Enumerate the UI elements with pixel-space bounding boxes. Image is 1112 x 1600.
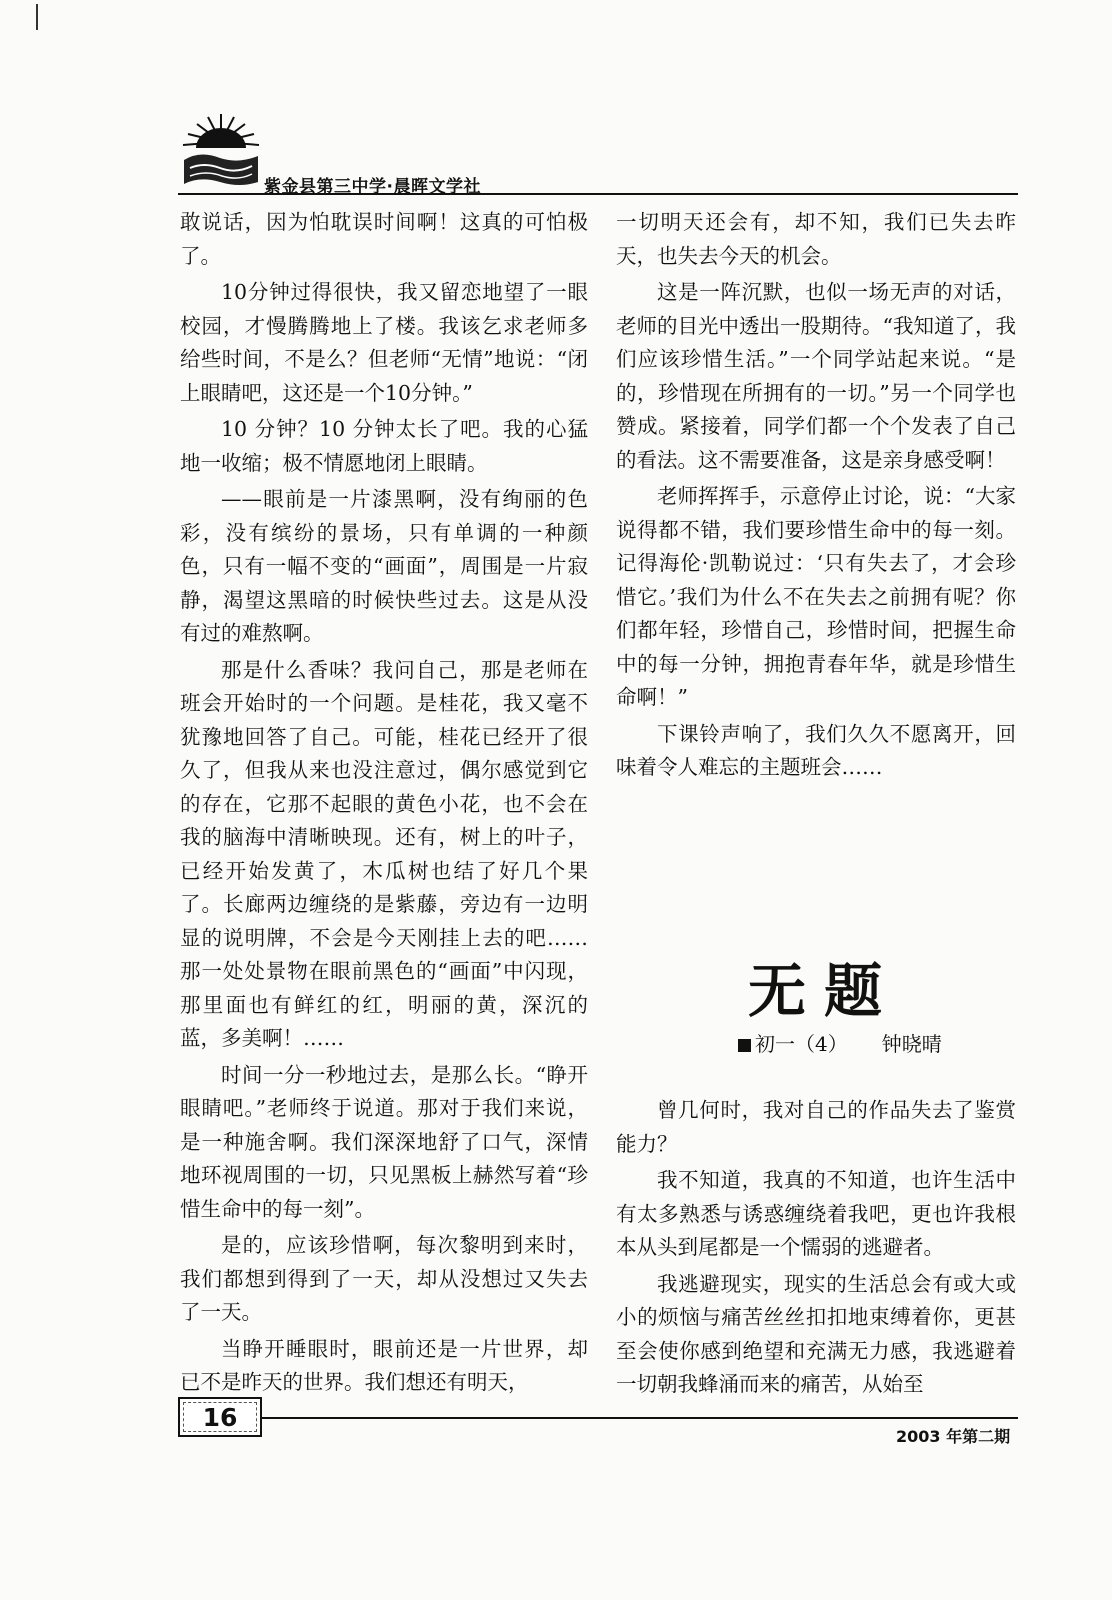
issue-label: 2003 年第二期	[896, 1427, 1011, 1446]
paragraph: 10分钟过得很快，我又留恋地望了一眼校园，才慢腾腾地上了楼。我该乞求老师多给些时间，不是么？但老师“无情”地说：“闭上眼睛吧，这还是一个10分钟。”	[180, 280, 588, 405]
paragraph: 老师挥挥手，示意停止讨论，说：“大家说得都不错，我们要珍惜生命中的每一刻。记得海伦·凯勒说过：‘只有失去了，才会珍惜它。’我们为什么不在失去之前拥有呢？你们都年轻，珍惜自己，珍惜时间，把握生命中的每一分钟，拥抱青春年华，就是珍惜生命啊！”	[616, 484, 1016, 709]
header-divider	[178, 193, 1018, 195]
page-number: 16	[178, 1397, 262, 1437]
paragraph: 敢说话，因为怕耽误时间啊！这真的可怕极了。	[180, 210, 588, 268]
paragraph: 一切明天还会有，却不知，我们已失去昨天，也失去今天的机会。	[616, 210, 1016, 268]
sunrise-logo	[180, 112, 262, 190]
scan-margin-mark	[36, 4, 38, 30]
paragraph: 时间一分一秒地过去，是那么长。“睁开眼睛吧。”老师终于说道。那对于我们来说，是一种施舍啊。我们深深地舒了口气，深情地环视周围的一切，只见黑板上赫然写着“珍惜生命中的每一刻”。	[180, 1062, 588, 1221]
footer-divider	[262, 1417, 1018, 1419]
paragraph: 曾几何时，我对自己的作品失去了鉴赏能力？	[616, 1098, 1016, 1156]
paragraph: 是的，应该珍惜啊，每次黎明到来时，我们都想到得到了一天，却从没想过又失去了一天。	[180, 1233, 588, 1324]
paragraph: 我不知道，我真的不知道，也许生活中有太多熟悉与诱惑缠绕着我吧，更也许我根本从头到尾都是一个懦弱的逃避者。	[616, 1168, 1016, 1259]
paragraph: 那是什么香味？我问自己，那是老师在班会开始时的一个问题。是桂花，我又毫不犹豫地回答了自己。可能，桂花已经开了很久了，但我从来也没注意过，偶尔感觉到它的存在，它那不起眼的黄色小花，也不会在我的脑海中清晰映现。还有，树上的叶子，已经开始发黄了，木瓜树也结了好几个果了。长廊两边缠绕的是紫藤，旁边有一边明显的说明牌，不会是今天刚挂上去的吧……那一处处景物在眼前黑色的“画面”中闪现，那里面也有鲜红的红，明丽的黄，深沉的蓝，多美啊！……	[180, 657, 588, 1050]
square-bullet-icon	[738, 1039, 751, 1052]
paragraph: 这是一阵沉默，也似一场无声的对话，老师的目光中透出一股期待。“我知道了，我们应该珍惜生活。”一个同学站起来说。“是的，珍惜现在所拥有的一切。”另一个同学也赞成。紧接着，同学们都一个个发表了自己的看法。这不需要准备，这是亲身感受啊！	[616, 280, 1016, 472]
paragraph: ——眼前是一片漆黑啊，没有绚丽的色彩，没有缤纷的景场，只有单调的一种颜色，只有一幅不变的“画面”，周围是一片寂静，渴望这黑暗的时候快些过去。这是从没有过的难熬啊。	[180, 487, 588, 645]
byline-author: 钟晓晴	[881, 1032, 942, 1056]
article-byline	[738, 1028, 942, 1057]
left-column	[180, 206, 588, 1403]
paragraph: 当睁开睡眼时，眼前还是一片世界，却已不是昨天的世界。我们想还有明天，	[180, 1336, 588, 1394]
article-title: 无题	[748, 957, 901, 1025]
paragraph: 我逃避现实，现实的生活总会有或大或小的烦恼与痛苦丝丝扣扣地束缚着你，更甚至会使你感到绝望和充满无力感，我逃避着一切朝我蜂涌而来的痛苦，从始至	[616, 1271, 1016, 1396]
paragraph: 下课铃声响了，我们久久不愿离开，回味着令人难忘的主题班会……	[616, 721, 1016, 779]
header-title: 紫金县第三中学·晨晖文学社	[264, 177, 481, 197]
paragraph: 10 分钟？10 分钟太长了吧。我的心猛地一收缩；极不情愿地闭上眼睛。	[180, 417, 588, 475]
article-body	[616, 1094, 1016, 1405]
right-column-top	[616, 206, 1016, 788]
byline-class: 初一（4）	[755, 1032, 848, 1056]
